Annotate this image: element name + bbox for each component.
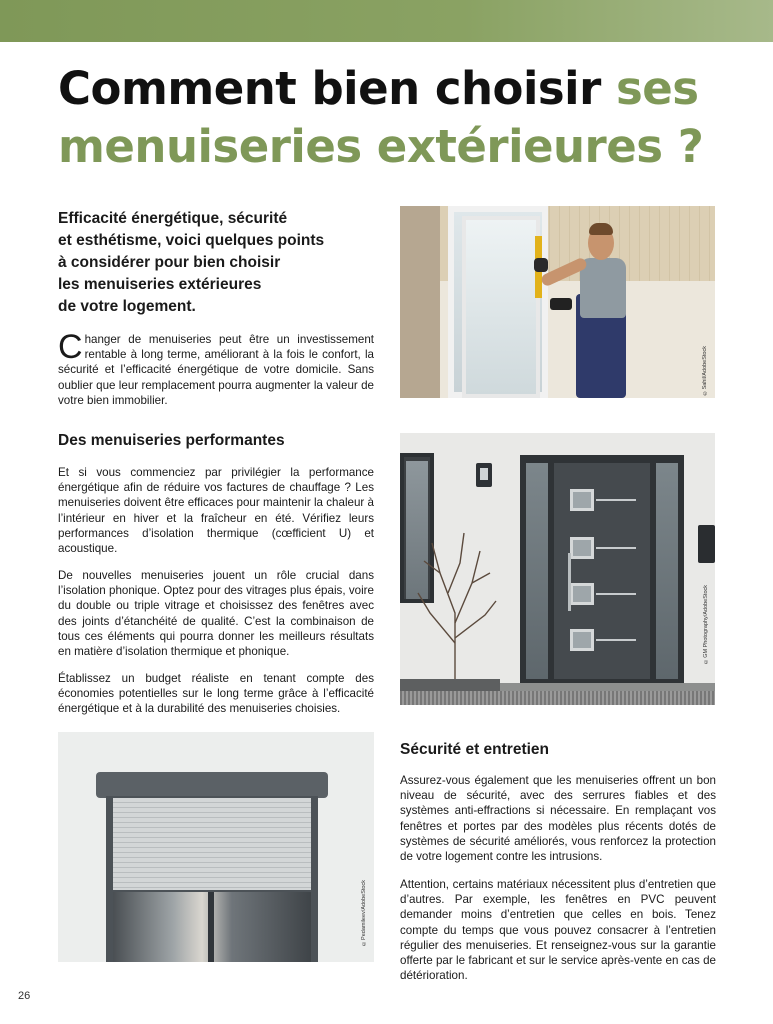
paragraph: Attention, certains matériaux nécessitent plus d’entretien que d’autres. Par exemple, les fenêtres en PVC peuvent demander moins d’entretien que celles en bois. Tenez compte du temps que vous pouvez consacrer à l’entretien régulier des menuiseries. Et renseignez-vous sur la garantie offerte par le fabricant et sur le service après-vente en cas de détérioration. (400, 878, 716, 983)
lead-text: hanger de menuiseries peut être un investissement rentable à long terme, améliorant à la fois le confort, la sécurité et l’efficacité énergétique de votre domicile. Sans oublier que leur remplacement pourra augmenter la valeur de votre bien immobilier. (58, 333, 374, 407)
paragraph: Et si vous commenciez par privilégier la performance énergétique afin de réduire vos factures de chauffage ? Les menuiseries doivent être efficaces pour maintenir la chaleur à l’intérieur en hiver et la fraîcheur en été. Vérifiez leurs performances d’isolation thermique (cœfficient U) et acoustique. (58, 466, 374, 556)
intro-text (58, 208, 358, 318)
page-title (58, 60, 738, 176)
title-accent: ses menuiseries extérieures ? (58, 62, 704, 173)
photo-window-installer (400, 206, 715, 398)
intro-line: à considérer pour bien choisir (58, 254, 281, 271)
section-heading-security: Sécurité et entretien (400, 741, 550, 758)
photo-credit: ©Sahil/AdobeStock (702, 346, 708, 396)
drop-cap: C (58, 328, 83, 366)
paragraph: Assurez-vous également que les menuiseries offrent un bon niveau de sécurité, avec des serrures fiables et des systèmes anti-effractions si nécessaire. En remplaçant vos fenêtres et portes par des modèles plus récents dotés de systèmes de sécurité améliorés, vous renforcez la protection de votre logement contre les intrusions. (400, 774, 716, 864)
photo-rolling-shutter (58, 732, 374, 962)
intro-line: et esthétisme, voici quelques points (58, 232, 325, 249)
page-number: 26 (18, 990, 31, 1002)
photo-credit: ©Pedamileev/AdobeStock (361, 880, 367, 946)
intro-line: les menuiseries extérieures (58, 276, 262, 293)
photo-front-door (400, 433, 715, 705)
paragraph: Établissez un budget réaliste en tenant compte des économies potentielles sur le long terme grâce à l’efficacité énergétique et à la durabilité des menuiseries choisies. (58, 672, 374, 716)
intro-line: de votre logement. (58, 298, 196, 315)
header-band (0, 0, 773, 42)
section-heading-performance: Des menuiseries performantes (58, 432, 285, 449)
lead-paragraph (58, 328, 374, 408)
title-plain: Comment bien choisir (58, 62, 616, 115)
intro-line: Efficacité énergétique, sécurité (58, 210, 288, 227)
photo-credit: ©GM Photography/AdobeStock (703, 585, 709, 664)
paragraph: De nouvelles menuiseries jouent un rôle crucial dans l’isolation phonique. Optez pour des vitrages plus épais, voire du double ou triple vitrage et choisissez des fenêtres avec des joints d’étanchéité de qualité. C’est la combinaison de tous ces éléments qui pourra donner les meilleurs résultats en matière d’isolation thermique et phonique. (58, 569, 374, 659)
